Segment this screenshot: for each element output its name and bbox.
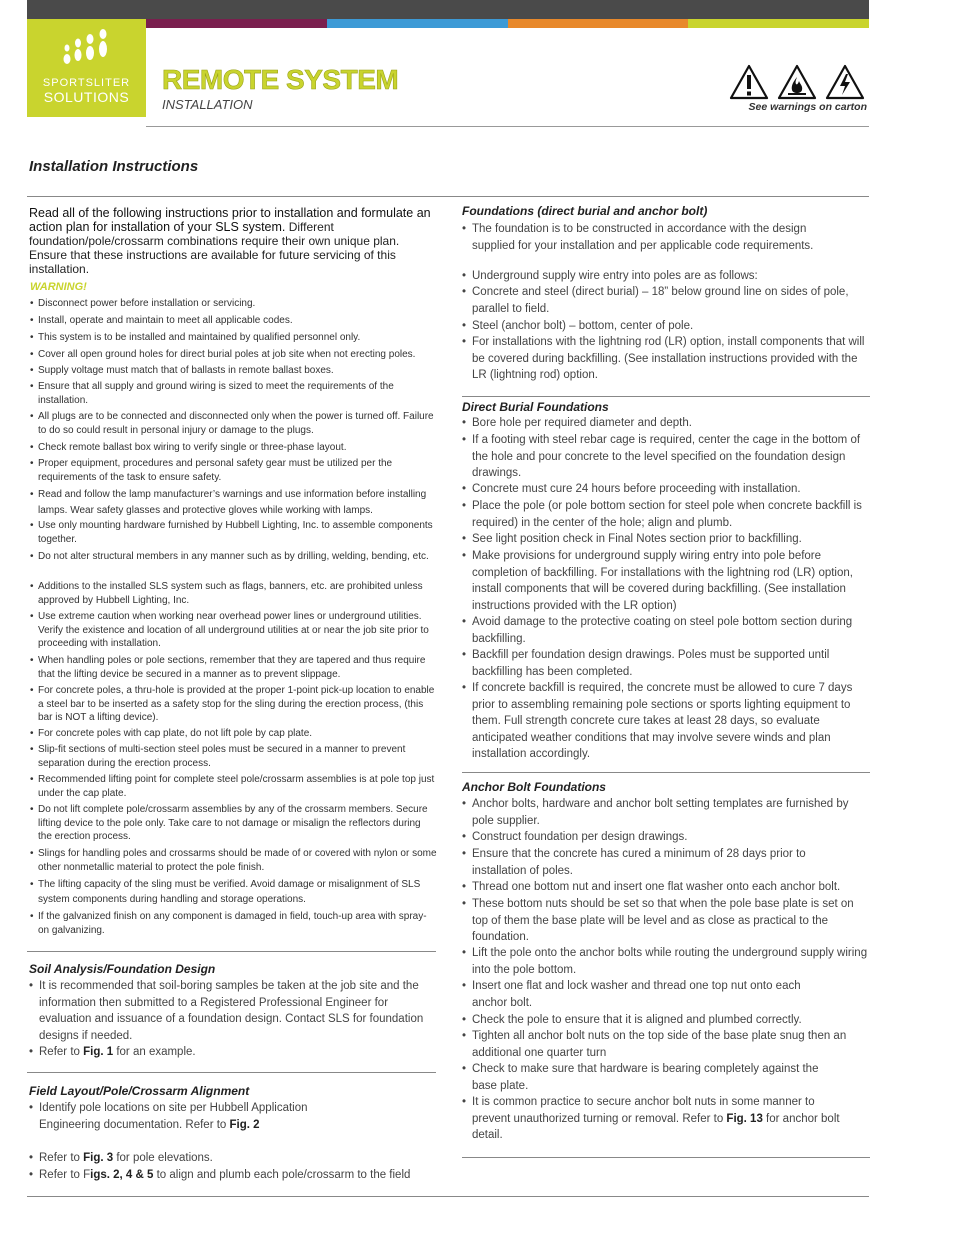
field-item2-post: for pole elevations. bbox=[113, 1152, 213, 1164]
list-item: • Ensure that all supply and ground wiring is sized to meet the requirements of the installation. bbox=[29, 380, 437, 407]
section-title: Installation Instructions bbox=[29, 158, 199, 175]
soil-ref-pre: Refer to bbox=[39, 1046, 84, 1058]
logo-text-bottom: SOLUTIONS bbox=[43, 89, 130, 105]
document-subtitle: INSTALLATION bbox=[162, 97, 253, 112]
logo-text-top: SPORTSLITER bbox=[42, 77, 131, 89]
field-item3-pre: Refer to F bbox=[39, 1169, 91, 1181]
right-rule-2 bbox=[462, 772, 870, 773]
list-item: • See light position check in Final Notes section prior to backfilling. bbox=[462, 531, 870, 548]
header-rule bbox=[146, 126, 869, 127]
stripe-blue bbox=[327, 19, 508, 28]
list-item bbox=[29, 1167, 449, 1184]
list-item: • Bore hole per required diameter and depth. bbox=[462, 415, 870, 432]
list-item: • If the galvanized finish on any component is damaged in field, touch-up area with spray-on galvanizing. bbox=[29, 910, 437, 937]
foundations-title: Foundations (direct burial and anchor bolt) bbox=[462, 204, 708, 218]
stripe-plum bbox=[146, 19, 327, 28]
electric-shock-warning-icon bbox=[827, 66, 863, 98]
field-item3-post: to align and plumb each pole/crossarm to the field bbox=[153, 1169, 411, 1181]
stripe-lime bbox=[688, 19, 869, 28]
field-item2-pre: Refer to bbox=[39, 1152, 84, 1164]
field-item1-fig: Fig. 2 bbox=[229, 1118, 260, 1131]
anchor-title: Anchor Bolt Foundations bbox=[462, 780, 606, 794]
list-item: • The lifting capacity of the sling must be verified. Avoid damage or misalignment of SLS system components during handling and storage operations. bbox=[29, 877, 437, 907]
list-item: • Make provisions for underground supply wiring entry into pole before completion of backfilling. For installations with the lightning rod (LR) option, install components that will be covered during backfilling. (See installation instructions provided with the LR option) bbox=[462, 548, 870, 614]
list-item: • The foundation is to be constructed in accordance with the design supplied for your installation and per applicable code requirements. bbox=[462, 221, 832, 254]
list-item bbox=[462, 1094, 842, 1144]
exclamation-warning-icon bbox=[731, 66, 767, 98]
intro-paragraph bbox=[29, 206, 437, 276]
list-item: • For concrete poles, a thru-hole is provided at the proper 1-point pick-up location to enable a steel bar to be inserted as a safety stop for the sling during the erection process, (this bar is NOT a lifting device). bbox=[29, 684, 437, 725]
list-item: • Steel (anchor bolt) – bottom, center of pole. bbox=[462, 318, 870, 335]
list-item bbox=[29, 1044, 437, 1061]
list-item: • Construct foundation per design drawings. bbox=[462, 829, 870, 846]
list-item: • Ensure that the concrete has cured a minimum of 28 days prior to installation of poles. bbox=[462, 846, 832, 879]
intro-lead: Read all of the following instructions prior to installation and formulate an action plan for installation of your SLS system. bbox=[29, 206, 431, 234]
list-item: • Read and follow the lamp manufacturer’s warnings and use information before installing lamps. Wear safety glasses and protective gloves while working with lamps. bbox=[29, 487, 437, 519]
list-item: • Recommended lifting point for complete steel pole/crossarm assemblies is at pole top just under the cap plate. bbox=[29, 773, 437, 800]
list-item: • These bottom nuts should be set so that when the pole base plate is set on top of them the base plate will be level and as close as practical to the foundation. bbox=[462, 896, 862, 946]
warnings-caption: See warnings on carton bbox=[748, 101, 867, 113]
list-item: • Do not lift complete pole/crossarm assemblies by any of the crossarm members. Secure lifting device to the pole only. Take care to not damage or misalign the reflectors during the erection process. bbox=[29, 803, 437, 844]
list-item: • When handling poles or pole sections, remember that they are tapered and thus require that the lifting device be secured in a manner as to prevent slippage. bbox=[29, 654, 437, 681]
field-item1-text: Identify pole locations on site per Hubbell Application Engineering documentation. Refer to bbox=[39, 1102, 308, 1131]
list-item: • Additions to the installed SLS system such as flags, banners, etc. are prohibited unless approved by Hubbell Lighting, Inc. bbox=[29, 580, 437, 607]
list-item: • Slings for handling poles and crossarms should be made of or covered with nylon or some other nonmetallic material to protect the pole finish. bbox=[29, 847, 437, 874]
intro-rest: Different foundation/pole/crossarm combinations require their own unique plan. Ensure that these instructions are available for future servicing of this installation. bbox=[29, 220, 400, 276]
field-title: Field Layout/Pole/Crossarm Alignment bbox=[29, 1084, 250, 1098]
list-item: • All plugs are to be connected and disconnected only when the power is turned off. Failure to do so could result in personal injury or damage to the plugs. bbox=[29, 410, 437, 437]
top-bar bbox=[27, 0, 869, 19]
list-item: • For installations with the lightning rod (LR) option, install components that will be covered during backfilling. (See installation instructions provided with the LR (lightning rod) option. bbox=[462, 334, 870, 384]
soil-title: Soil Analysis/Foundation Design bbox=[29, 962, 216, 976]
list-item: • Tighten all anchor bolt nuts on the top side of the base plate snug then an additional one quarter turn bbox=[462, 1028, 872, 1061]
list-item: • Proper equipment, procedures and personal safety gear must be utilized per the requirements of the task to ensure safety. bbox=[29, 457, 437, 484]
anchor-last-fig: Fig. 13 bbox=[726, 1112, 763, 1125]
list-item: • Install, operate and maintain to meet all applicable codes. bbox=[29, 314, 437, 328]
list-item: • Check the pole to ensure that it is aligned and plumbed correctly. bbox=[462, 1012, 870, 1029]
list-item: • If concrete backfill is required, the concrete must be allowed to cure 7 days prior to assembling remaining pole sections or sports lighting equipment to them. Full strength concrete cure takes at least 28 days, so evaluate anticipated weather conditions that may involve severe winds and plan installation accordingly. bbox=[462, 680, 870, 763]
list-item: • This system is to be installed and maintained by qualified personnel only. bbox=[29, 331, 437, 345]
list-item: • If a footing with steel rebar cage is required, center the cage in the bottom of the hole and pour concrete to the level specified on the foundation design drawings. bbox=[462, 432, 870, 482]
list-item: • Use only mounting hardware furnished by Hubbell Lighting, Inc. to assemble components together. bbox=[29, 519, 437, 546]
document-title: REMOTE SYSTEM bbox=[162, 64, 399, 95]
anchor-last-pre: It is common practice to secure anchor bolt nuts in some manner to prevent unauthorized turning or removal. Refer to bbox=[472, 1096, 815, 1125]
warning-icons bbox=[729, 64, 867, 100]
direct-burial-title: Direct Burial Foundations bbox=[462, 400, 609, 414]
field-item3-fig: igs. 2, 4 & 5 bbox=[90, 1169, 154, 1181]
section-rule bbox=[27, 196, 869, 197]
list-item: • Avoid damage to the protective coating on steel pole bottom section during backfilling. bbox=[462, 614, 870, 647]
logo-dots-icon bbox=[61, 29, 111, 67]
list-item bbox=[29, 1100, 319, 1133]
fire-warning-icon bbox=[779, 66, 815, 98]
list-item: • Slip-fit sections of multi-section steel poles must be secured in a manner to prevent separation during the erection process. bbox=[29, 743, 437, 770]
list-item: • Thread one bottom nut and insert one flat washer onto each anchor bolt. bbox=[462, 879, 870, 896]
soil-ref-fig: Fig. 1 bbox=[83, 1046, 114, 1058]
right-rule-1 bbox=[462, 396, 870, 397]
right-rule-3 bbox=[462, 1157, 870, 1158]
list-item: • Underground supply wire entry into poles are as follows: bbox=[462, 268, 870, 285]
anchor-last-post: for anchor bolt detail. bbox=[472, 1112, 840, 1142]
list-item: • Lift the pole onto the anchor bolts while routing the underground supply wiring into the pole bottom. bbox=[462, 945, 870, 978]
list-item: • For concrete poles with cap plate, do not lift pole by cap plate. bbox=[29, 727, 437, 741]
list-item: • Check remote ballast box wiring to verify single or three-phase layout. bbox=[29, 441, 437, 455]
list-item: • Insert one flat and lock washer and thread one top nut onto each anchor bolt. bbox=[462, 978, 832, 1011]
list-item: • Anchor bolts, hardware and anchor bolt setting templates are furnished by pole supplier. bbox=[462, 796, 870, 829]
list-item: • Concrete and steel (direct burial) – 18” below ground line on sides of pole, parallel to field. bbox=[462, 284, 870, 317]
list-item: • Check to make sure that hardware is bearing completely against the base plate. bbox=[462, 1061, 842, 1094]
warning-label: WARNING! bbox=[30, 281, 87, 293]
list-item: • Disconnect power before installation or servicing. bbox=[29, 297, 437, 311]
list-item: • Cover all open ground holes for direct burial poles at job site when not erecting poles. bbox=[29, 348, 437, 362]
list-item: • Use extreme caution when working near overhead power lines or underground utilities. Verify the existence and location of all underground utilities at or near the job site prior to proceeding with installation. bbox=[29, 610, 437, 651]
list-item: • Supply voltage must match that of ballasts in remote ballast boxes. bbox=[29, 364, 437, 378]
logo-underline bbox=[27, 114, 146, 117]
footer-rule bbox=[27, 1196, 869, 1197]
list-item bbox=[29, 1150, 437, 1167]
list-item: • Concrete must cure 24 hours before proceeding with installation. bbox=[462, 481, 870, 498]
soil-ref-post: for an example. bbox=[113, 1046, 196, 1058]
list-item: • Backfill per foundation design drawings. Poles must be supported until backfilling has been completed. bbox=[462, 647, 870, 680]
left-rule-1 bbox=[27, 951, 436, 952]
field-item2-fig: Fig. 3 bbox=[83, 1152, 114, 1164]
list-item: • Do not alter structural members in any manner such as by drilling, welding, bending, etc. bbox=[29, 550, 437, 564]
left-rule-2 bbox=[27, 1072, 436, 1073]
list-item: • It is recommended that soil-boring samples be taken at the job site and the information then submitted to a Registered Professional Engineer for evaluation and issuance of a foundation design. Contact SLS for foundation designs if needed. bbox=[29, 978, 437, 1044]
list-item: • Place the pole (or pole bottom section for steel pole when concrete backfill is required) in the center of the hole; align and plumb. bbox=[462, 498, 870, 531]
company-logo bbox=[27, 19, 146, 114]
stripe-orange bbox=[508, 19, 688, 28]
